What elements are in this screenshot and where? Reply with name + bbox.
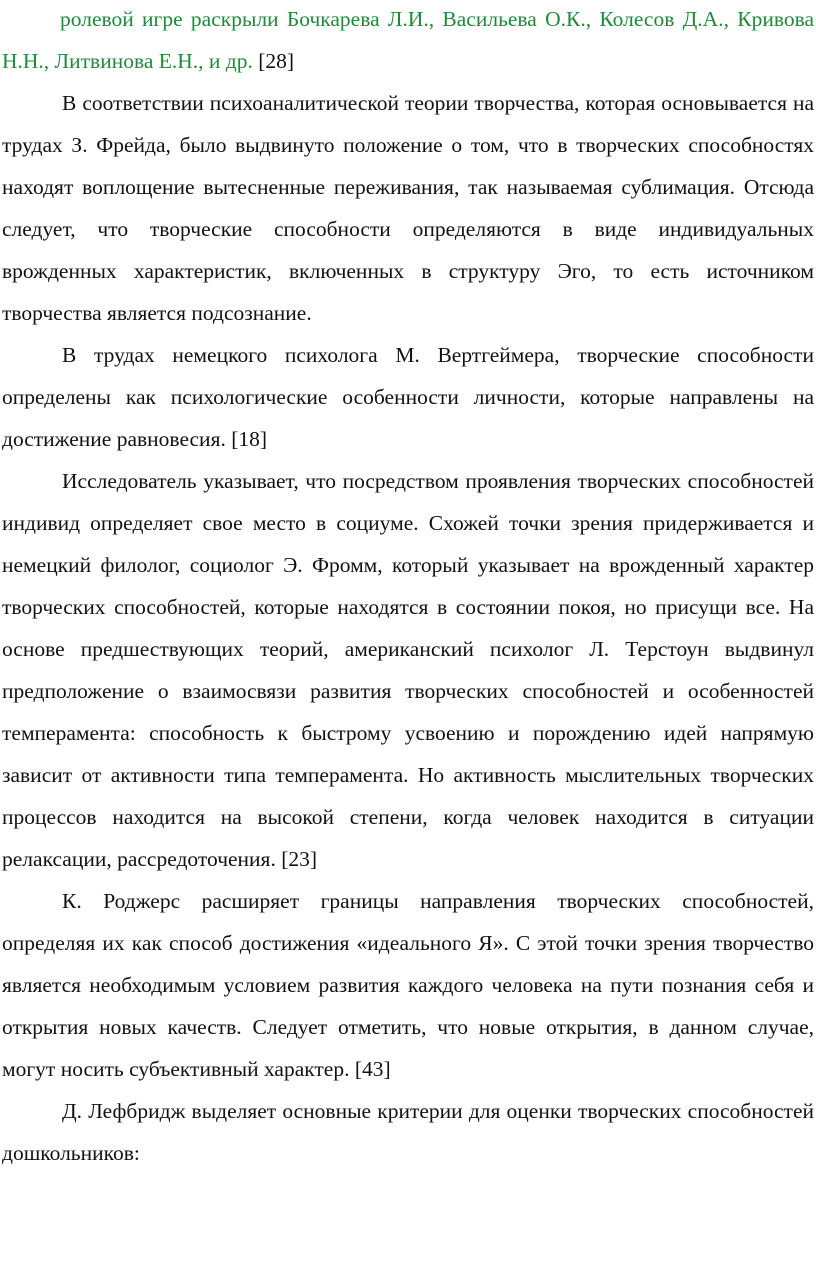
paragraph-lefbridge: Д. Лефбридж выделяет основные критерии для оценки творческих способностей дошкольников: — [2, 1099, 814, 1165]
highlighted-authors-text: ролевой игре раскрыли Бочкарева Л.И., Васильева О.К., Колесов Д.А., Кривова Н.Н., Литвинова Е.Н., и др. — [2, 7, 814, 73]
opening-paragraph — [2, 0, 814, 82]
paragraph-rogers: К. Роджерс расширяет границы направления творческих способностей, определяя их как способ достижения «идеального Я». С этой точки зрения творчество является необходимым условием развития каждого человека на пути познания себя и открытия новых качеств. Следует отметить, что новые открытия, в данном случае, могут носить субъективный характер. [43] — [2, 889, 814, 1081]
reference-28: [28] — [252, 49, 295, 73]
paragraph-wertheimer: В трудах немецкого психолога М. Вертгеймера, творческие способности определены как психологические особенности личности, которые направлены на достижение равновесия. [18] — [2, 343, 814, 451]
paragraph-freud-theory: В соответствии психоаналитической теории творчества, которая основывается на трудах З. Фрейда, было выдвинуто положение о том, что в творческих способностях находят воплощение вытесненные переживания, так называемая сублимация. Отсюда следует, что творческие способности определяются в виде индивидуальных врожденных характеристик, включенных в структуру Эго, то есть источником творчества является подсознание. — [2, 91, 814, 325]
paragraph-fromm-thurstone: Исследователь указывает, что посредством проявления творческих способностей индивид определяет свое место в социуме. Схожей точки зрения придерживается и немецкий филолог, социолог Э. Фромм, который указывает на врожденный характер творческих способностей, которые находятся в состоянии покоя, но присущи все. На основе предшествующих теорий, американский психолог Л. Терстоун выдвинул предположение о взаимосвязи развития творческих способностей и особенностей темперамента: способность к быстрому усвоению и порождению идей напрямую зависит от активности типа темперамента. Но активность мыслительных творческих процессов находится на высокой степени, когда человек находится в ситуации релаксации, рассредоточения. [23] — [2, 469, 814, 871]
